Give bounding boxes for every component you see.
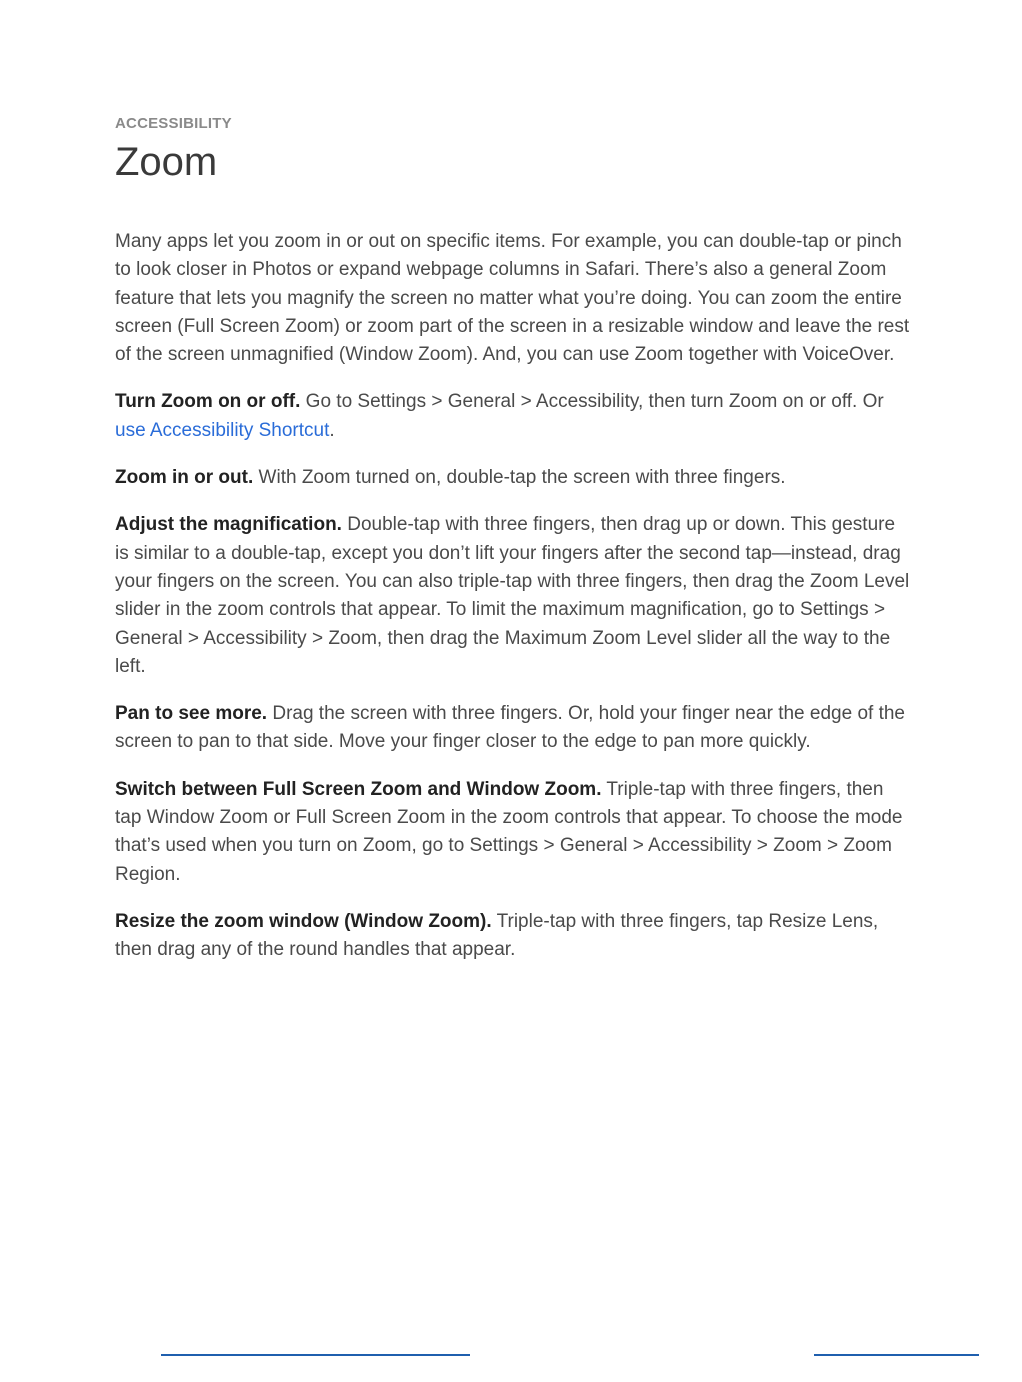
section-pan-to-see-more <box>115 700 910 757</box>
section-body: Triple-tap with three fingers, then tap Window Zoom or Full Screen Zoom in the zoom controls that appear. To choose the mode that’s used when you turn on Zoom, go to Settings > General > Accessibility > Zoom > Zoom Region. <box>115 778 903 885</box>
section-body: Double-tap with three fingers, then drag up or down. This gesture is similar to a double-tap, except you don’t lift your fingers after the second tap—instead, drag your fingers on the screen. You can also triple-tap with three fingers, then drag the Zoom Level slider in the zoom controls that appear. To limit the maximum magnification, go to Settings > General > Accessibility > Zoom, then drag the Maximum Zoom Level slider all the way to the left. <box>115 514 910 677</box>
section-body: Go to Settings > General > Accessibility, then turn Zoom on or off. Or <box>300 391 884 413</box>
article <box>115 114 910 965</box>
footer-divider-right <box>814 1354 979 1356</box>
footer-divider-left <box>161 1354 470 1356</box>
section-resize-zoom-window <box>115 908 910 965</box>
section-lead: Pan to see more. <box>115 703 268 725</box>
section-adjust-magnification <box>115 511 910 681</box>
section-lead: Adjust the magnification. <box>115 514 342 536</box>
section-tail: . <box>329 419 335 441</box>
section-body: Triple-tap with three fingers, tap Resize Lens, then drag any of the round handles that appear. <box>115 910 879 961</box>
accessibility-shortcut-link[interactable]: use Accessibility Shortcut <box>115 419 330 441</box>
section-body: With Zoom turned on, double-tap the screen with three fingers. <box>253 467 786 489</box>
intro-paragraph: Many apps let you zoom in or out on specific items. For example, you can double-tap or pinch to look closer in Photos or expand webpage columns in Safari. There’s also a general Zoom feature that lets you magnify the screen no matter what you’re doing. You can zoom the entire screen (Full Screen Zoom) or zoom part of the screen in a resizable window and leave the rest of the screen unmagnified (Window Zoom). And, you can use Zoom together with VoiceOver. <box>115 231 910 366</box>
section-lead: Resize the zoom window (Window Zoom). <box>115 910 492 932</box>
section-turn-zoom-on-off <box>115 388 910 445</box>
page-title: Zoom <box>115 140 218 184</box>
section-lead: Zoom in or out. <box>115 467 254 489</box>
section-zoom-in-out <box>115 464 910 492</box>
section-body: Drag the screen with three fingers. Or, hold your finger near the edge of the screen to pan to that side. Move your finger closer to the edge to pan more quickly. <box>115 703 905 753</box>
section-eyebrow: ACCESSIBILITY <box>115 115 232 132</box>
section-lead: Turn Zoom on or off. <box>115 391 301 413</box>
section-lead: Switch between Full Screen Zoom and Window Zoom. <box>115 778 602 800</box>
section-switch-zoom-mode <box>115 776 910 889</box>
